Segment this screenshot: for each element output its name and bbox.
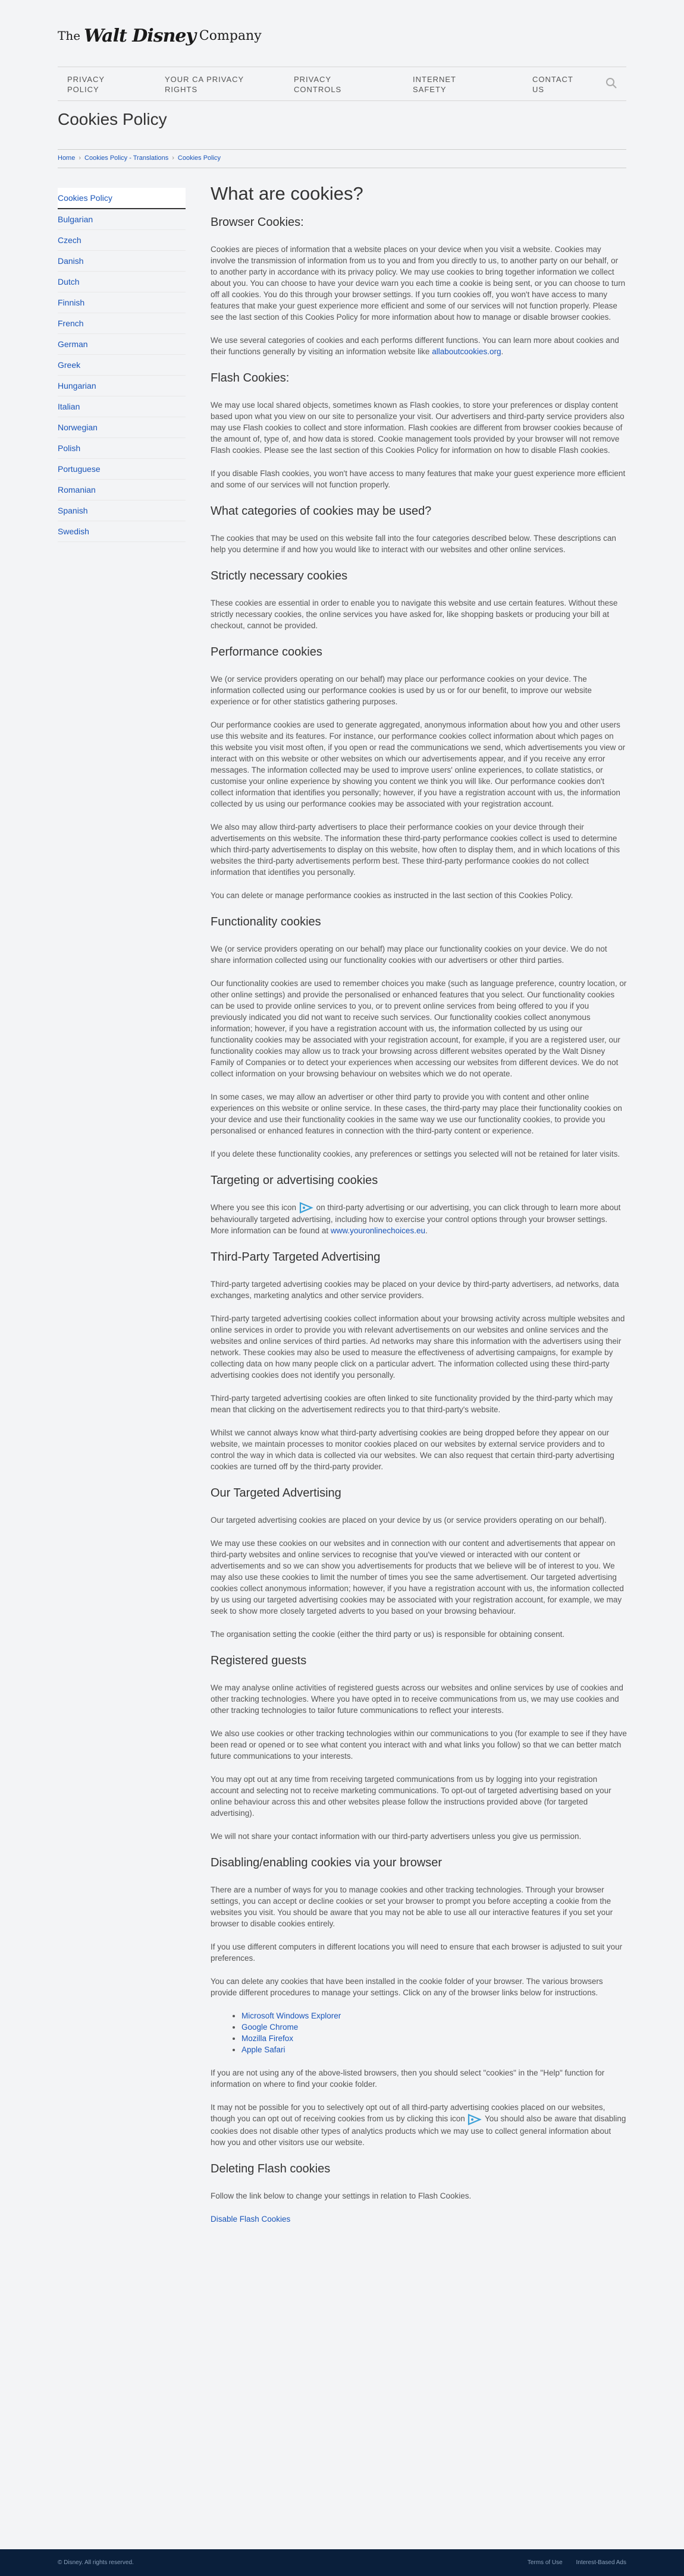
browser-links-list: [241, 2010, 627, 2055]
search-icon[interactable]: [605, 77, 618, 90]
disney-logo[interactable]: [58, 24, 262, 48]
nav-internet-safety[interactable]: INTERNET SAFETY: [413, 75, 456, 94]
our-targeted-advertising-heading: Our Targeted Advertising: [211, 1487, 341, 1500]
text: It may not be possible for you to selectively opt out of all third-party advertising cookies placed on our websites, though you can opt out of receiving cookies from us by clicking this icon: [211, 2103, 605, 2124]
sidebar-item-german[interactable]: German: [58, 334, 186, 355]
sidebar-item-cookies-policy[interactable]: Cookies Policy: [58, 188, 186, 209]
sidebar-item-greek[interactable]: Greek: [58, 355, 186, 376]
flash-cookies-paragraph-2: If you disable Flash cookies, you won't have access to many features that make your guest experience more efficient and some of our services will not function properly.: [211, 469, 626, 489]
performance-paragraph-3: We also may allow third-party advertisers to place their performance cookies on your device through their advertisements on this website. The information these third-party performance cookies collect is used to determine which third-party advertisements to display on this website, how often to display them, and in which locations of this websites the third-party advertisements perform best. These third-party performance cookies do not collect information that identifies you personally.: [211, 823, 620, 877]
sidebar: [58, 188, 186, 542]
sidebar-item-finnish[interactable]: Finnish: [58, 292, 186, 313]
sidebar-item-bulgarian[interactable]: Bulgarian: [58, 209, 186, 230]
categories-heading: What categories of cookies may be used?: [211, 505, 432, 518]
disable-flash-cookies-link[interactable]: Disable Flash Cookies: [211, 2214, 291, 2224]
browser-link-chrome[interactable]: Google Chrome: [241, 2023, 299, 2032]
browser-cookies-paragraph-2: [211, 335, 627, 357]
functionality-paragraph-4: If you delete these functionality cookies, any preferences or settings you selected will not be retained for later visits.: [211, 1150, 620, 1158]
text: Where you see this icon: [211, 1203, 299, 1212]
text: on third-party advertising or our advertising, you can click through to learn more about behaviourally targeted advertising, including how to exercise your control options through your browser settings. More information can be found at: [211, 1203, 621, 1236]
registered-guests-heading: Registered guests: [211, 1654, 307, 1668]
nav-privacy-policy[interactable]: PRIVACY POLICY: [67, 75, 105, 94]
disabling-paragraph-4: If you are not using any of the above-listed browsers, then you should select "cookies" in the "Help" function for information on where to find your cookie folder.: [211, 2068, 605, 2089]
list-item: [241, 2044, 627, 2055]
disabling-paragraph: There are a number of ways for you to manage cookies and other tracking technologies. Through your browser settings, you can accept or decline cookies or set your browser to prompt you before accepting a cookie from the websites you visit. You should be aware that you may not be able to use all our interactive features if you set your browser to disable cookies entirely.: [211, 1885, 613, 1929]
performance-paragraph-4: You can delete or manage performance cookies as instructed in the last section of this Cookies Policy.: [211, 891, 573, 900]
nav-contact-us[interactable]: CONTACT US: [532, 75, 573, 94]
functionality-heading: Functionality cookies: [211, 915, 321, 928]
flash-cookies-heading: Flash Cookies:: [211, 371, 290, 385]
breadcrumb-separator: ›: [172, 155, 174, 162]
title-area: [58, 110, 167, 129]
adchoices-icon[interactable]: [299, 1202, 314, 1214]
targeting-paragraph: [211, 1202, 627, 1236]
performance-heading: Performance cookies: [211, 645, 322, 659]
sidebar-item-danish[interactable]: Danish: [58, 251, 186, 272]
logo-the: The: [58, 29, 81, 43]
our-advertising-paragraph: Our targeted advertising cookies are placed on your device by us (or service providers operating on our behalf).: [211, 1516, 607, 1525]
youronlinechoices-link[interactable]: www.youronlinechoices.eu: [330, 1226, 425, 1236]
strictly-necessary-paragraph: These cookies are essential in order to enable you to navigate this website and use certain features. Without these strictly necessary cookies, the online services you have asked for, like shopping baskets or producing your bill at checkout, cannot be provided.: [211, 599, 618, 630]
functionality-paragraph-2: Our functionality cookies are used to remember choices you make (such as language preference, country location, or other online settings) and provide the personalised or enhanced features that you select. Our functionality cookies can be used to provide online services to you, or to prevent online services from being offered to you if you previously indicated you did not want to receive such services. Our functionality cookies collect anonymous information; however, if you have a registration account with us, the information collected by us using our functionality cookies may be associated with your registration account, for example, if you are a registered user, our functionality cookies may allow us to track your browsing across different websites operated by the Walt Disney Family of Companies or to detect your experiences when accessing our websites from different devices. We do not collect information on your browsing behaviour on websites which we do not operate.: [211, 979, 627, 1078]
footer-copyright: © Disney. All rights reserved.: [58, 2559, 134, 2566]
browser-link-firefox[interactable]: Mozilla Firefox: [241, 2034, 294, 2043]
breadcrumb-cookies-policy[interactable]: Cookies Policy: [177, 155, 221, 162]
browser-cookies-paragraph: Cookies are pieces of information that a website places on your device when you visit a website. Cookies may involve the transmission of information from us to you and from you directly to us, to another party on our behalf, or to another party in accordance with its privacy policy. We may use cookies to bring together information we collect about you. You can choose to have your device warn you each time a cookie is being sent, or you can choose to turn off all cookies. You do this through your browser settings. If you turn cookies off, you won't have access to many features that make your guest experience more efficient and some of our services will not function properly. Please see the last section of this Cookies Policy for more information about how to manage or disable browser cookies.: [211, 245, 626, 322]
our-advertising-paragraph-3: The organisation setting the cookie (either the third party or us) is responsible for obtaining consent.: [211, 1630, 565, 1639]
targeting-heading: Targeting or advertising cookies: [211, 1174, 378, 1187]
sidebar-item-spanish[interactable]: Spanish: [58, 500, 186, 521]
sidebar-item-dutch[interactable]: Dutch: [58, 272, 186, 292]
disable-flash-link-wrap: [211, 2213, 627, 2225]
header: [0, 0, 684, 104]
browser-link-safari[interactable]: Apple Safari: [241, 2045, 285, 2055]
third-party-paragraph-4: Whilst we cannot always know what third-party advertising cookies are being dropped before they appear on our website, we maintain processes to monitor cookies placed on our websites by external service providers and to control the way in which data is collected via our websites. We can also request that certain third-party advertising cookies are turned off by the third-party provider.: [211, 1428, 614, 1472]
nav-privacy-controls[interactable]: PRIVACY CONTROLS: [294, 75, 342, 94]
list-item: [241, 2033, 627, 2044]
disabling-paragraph-2: If you use different computers in different locations you will need to ensure that each browser is adjusted to suit your preferences.: [211, 1942, 623, 1963]
third-party-paragraph-2: Third-party targeted advertising cookies collect information about your browsing activity across multiple websites and online services in order to provide you with relevant advertisements on our websites and online services and the websites and online services of third parties. Ad networks may share this information with the advertisers using their network. These cookies may also be used to measure the effectiveness of advertising campaigns, for example by collecting data on how many people click on a particular advert. The information collected using these third-party advertising cookies does not identify you personally.: [211, 1314, 625, 1380]
footer-links: [516, 2559, 626, 2566]
third-party-paragraph: Third-party targeted advertising cookies may be placed on your device by third-party advertisers, ad networks, data exchanges, marketing analytics and other service providers.: [211, 1280, 619, 1300]
third-party-paragraph-3: Third-party targeted advertising cookies are often linked to site functionality provided by the third-party which may mean that clicking on the advertisement redirects you to that third-party's website.: [211, 1394, 613, 1415]
text: .: [501, 347, 504, 356]
adchoices-icon[interactable]: [467, 2114, 482, 2125]
functionality-paragraph: We (or service providers operating on our behalf) may place our functionality cookies on your device. We do not share information collected using our functionality cookies with our advertisers or other third parties.: [211, 944, 607, 965]
footer: [0, 2549, 684, 2576]
registered-guests-paragraph-3: You may opt out at any time from receiving targeted communications from us by logging into your registration account and selecting not to receive marketing communications. To opt-out of targeted advertising based on your online behaviour across this and other websites please follow the instructions provided above (for targeted advertising).: [211, 1775, 611, 1818]
browser-link-explorer[interactable]: Microsoft Windows Explorer: [241, 2011, 341, 2021]
third-party-advertising-heading: Third-Party Targeted Advertising: [211, 1251, 381, 1264]
sidebar-item-norwegian[interactable]: Norwegian: [58, 417, 186, 438]
strictly-necessary-heading: Strictly necessary cookies: [211, 569, 348, 582]
performance-paragraph-2: Our performance cookies are used to generate aggregated, anonymous information about how you and other users use this website and its features. For instance, our performance cookies collect information about which pages on this website you visit most often, if you open or read the communications we send, which advertisements you view or interact with on this website or other websites on which our advertisements appear, and if you receive any error messages. The information collected may be used to improve users' online experiences, to collate statistics, or customise your online experience by showing you content we think you will like. Our performance cookies don't collect information that identifies you personally; however, if you have a registration account with us, the information collected by us using our performance cookies may be associated with your registration account.: [211, 720, 626, 808]
sidebar-item-swedish[interactable]: Swedish: [58, 521, 186, 542]
disabling-paragraph-5: [211, 2102, 627, 2147]
sidebar-item-italian[interactable]: Italian: [58, 396, 186, 417]
sidebar-item-romanian[interactable]: Romanian: [58, 480, 186, 500]
content-heading: What are cookies?: [211, 183, 363, 204]
page-title: Cookies Policy: [58, 110, 167, 128]
breadcrumb-separator: ›: [79, 155, 81, 162]
main-content: [211, 183, 627, 2237]
main-nav: [58, 67, 626, 101]
registered-guests-paragraph: We may analyse online activities of registered guests across our websites and online services by use of cookies and other tracking technologies. Where you have opted in to receive communications from us, we may use cookies and other tracking technologies to tailor future communications to reflect your interests.: [211, 1683, 623, 1715]
text: We use several categories of cookies and each performs different functions. You can learn more about cookies and their functions generally by visiting an information website like: [211, 336, 619, 356]
text: You should also be aware that disabling cookies does not disable other types of analytics products which we may use to collect general information about how you and other visitors use our website.: [211, 2114, 626, 2147]
breadcrumb-translations[interactable]: Cookies Policy - Translations: [84, 155, 169, 162]
disabling-cookies-heading: Disabling/enabling cookies via your browser: [211, 1856, 443, 1870]
text: .: [425, 1226, 428, 1236]
functionality-paragraph-3: In some cases, we may allow an advertiser or other third party to provide you with content and other online experiences on this website or online service. In these cases, the third-party may place their functionality cookies on your device and use their functionality cookies in the same way we use our functionality cookies, to provide you personalised or enhanced features in connection with the third-party content or experience.: [211, 1092, 622, 1135]
registered-guests-paragraph-2: We also use cookies or other tracking technologies within our communications to you (for example to see if they have been read or opened or to see what content you interact with and what links you follow) so that we can better match future communications to your interests.: [211, 1729, 627, 1761]
deleting-flash-heading: Deleting Flash cookies: [211, 2162, 331, 2175]
list-item: [241, 2010, 627, 2021]
disabling-paragraph-3: You can delete any cookies that have been installed in the cookie folder of your browser. The various browsers provide different procedures to manage your settings. Click on any of the browser links below for instructions.: [211, 1977, 603, 1998]
flash-cookies-paragraph: We may use local shared objects, sometimes known as Flash cookies, to store your preferences or display content based upon what you view on our site to personalize your visit. Our advertisers and third-party service providers also may use Flash cookies to collect and store information. Flash cookies are different from browser cookies because of the amount of, type of, and how data is stored. Cookie management tools provided by your browser will not remove Flash cookies. Please see the last section of this Cookies Policy for information on how to disable Flash cookies.: [211, 401, 625, 455]
categories-paragraph: The cookies that may be used on this website fall into the four categories described below. These descriptions can help you determine if and how you would like to interact with our websites and other online services.: [211, 534, 616, 554]
sidebar-item-czech[interactable]: Czech: [58, 230, 186, 251]
sidebar-item-french[interactable]: French: [58, 313, 186, 334]
nav-ca-privacy-rights[interactable]: YOUR CA PRIVACY RIGHTS: [165, 75, 244, 94]
performance-paragraph: We (or service providers operating on our behalf) may place our performance cookies on your device. The information collected using our performance cookies is used by us or for our benefit, to improve our website experience or for other statistics gathering purposes.: [211, 675, 592, 706]
registered-guests-paragraph-4: We will not share your contact information with our third-party advertisers unless you give us permission.: [211, 1832, 582, 1841]
browser-cookies-heading: Browser Cookies:: [211, 216, 304, 229]
footer-terms-link[interactable]: Terms of Use: [527, 2559, 563, 2566]
allaboutcookies-link[interactable]: allaboutcookies.org: [432, 347, 501, 356]
breadcrumb: [58, 149, 626, 168]
footer-interest-ads-link[interactable]: Interest-Based Ads: [576, 2559, 626, 2566]
logo-company: Company: [199, 28, 262, 43]
sidebar-item-polish[interactable]: Polish: [58, 438, 186, 459]
list-item: [241, 2021, 627, 2033]
deleting-flash-paragraph: Follow the link below to change your settings in relation to Flash Cookies.: [211, 2191, 472, 2200]
sidebar-item-portuguese[interactable]: Portuguese: [58, 459, 186, 480]
our-advertising-paragraph-2: We may use these cookies on our websites and in connection with our content and advertisements that appear on third-party websites and online services to recognise that you've viewed or interacted with our content or advertisements and so we can show you advertisements for products that we believe will be of interest to you. We may also use these cookies to limit the number of times you see the same advertisement. Our targeted advertising cookies collect anonymous information; however, if you have a registration account with us, the information collected by us using our targeted advertising cookies may be associated with your registration account, for example, we may seek to show more closely targeted adverts to you based on your browsing behaviour.: [211, 1539, 624, 1616]
logo-walt-disney: Walt Disney: [84, 25, 196, 46]
breadcrumb-home[interactable]: Home: [58, 155, 76, 162]
sidebar-item-hungarian[interactable]: Hungarian: [58, 376, 186, 396]
